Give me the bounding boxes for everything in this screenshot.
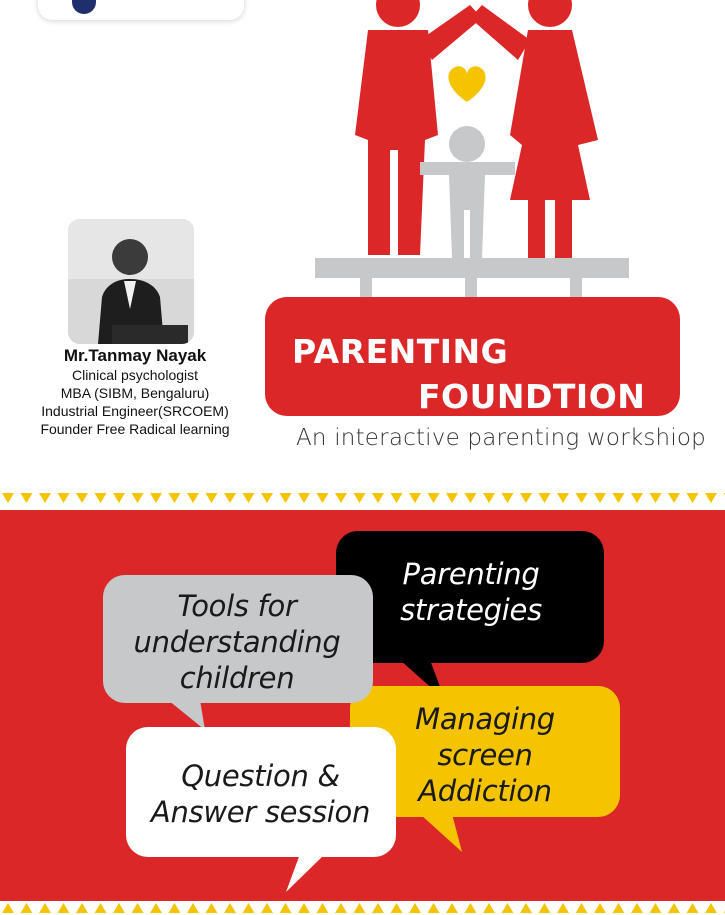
- speaker-name: Mr.Tanmay Nayak: [63, 346, 207, 365]
- speaker-credential: Industrial Engineer(SRCOEM): [41, 403, 229, 419]
- speaker-credential: MBA (SIBM, Bengaluru): [60, 385, 210, 401]
- bubble-tools-text: Tools for understanding children: [133, 589, 341, 695]
- family-house-icon: [260, 0, 690, 335]
- heart-icon: [448, 66, 485, 102]
- speaker-credential: Founder Free Radical learning: [40, 421, 230, 437]
- logo-card: [38, 0, 244, 20]
- bubble-screen-text: Managing screen Addiction: [415, 702, 555, 808]
- bubble-strategies-text: Parenting strategies: [400, 557, 542, 627]
- title-line-1: PARENTING: [292, 332, 509, 371]
- title-line-2: FOUNDTION: [418, 377, 646, 416]
- subtitle: An interactive parenting workshiop: [296, 425, 706, 451]
- zigzag-border-bottom: [0, 901, 725, 915]
- speaker-photo: [68, 219, 194, 344]
- speaker-info: [10, 346, 260, 438]
- speaker-credential: Clinical psychologist: [71, 367, 199, 383]
- logo-icon: [72, 0, 96, 14]
- bubble-qa-text: Question & Answer session: [150, 759, 371, 829]
- zigzag-border-top: [0, 491, 725, 505]
